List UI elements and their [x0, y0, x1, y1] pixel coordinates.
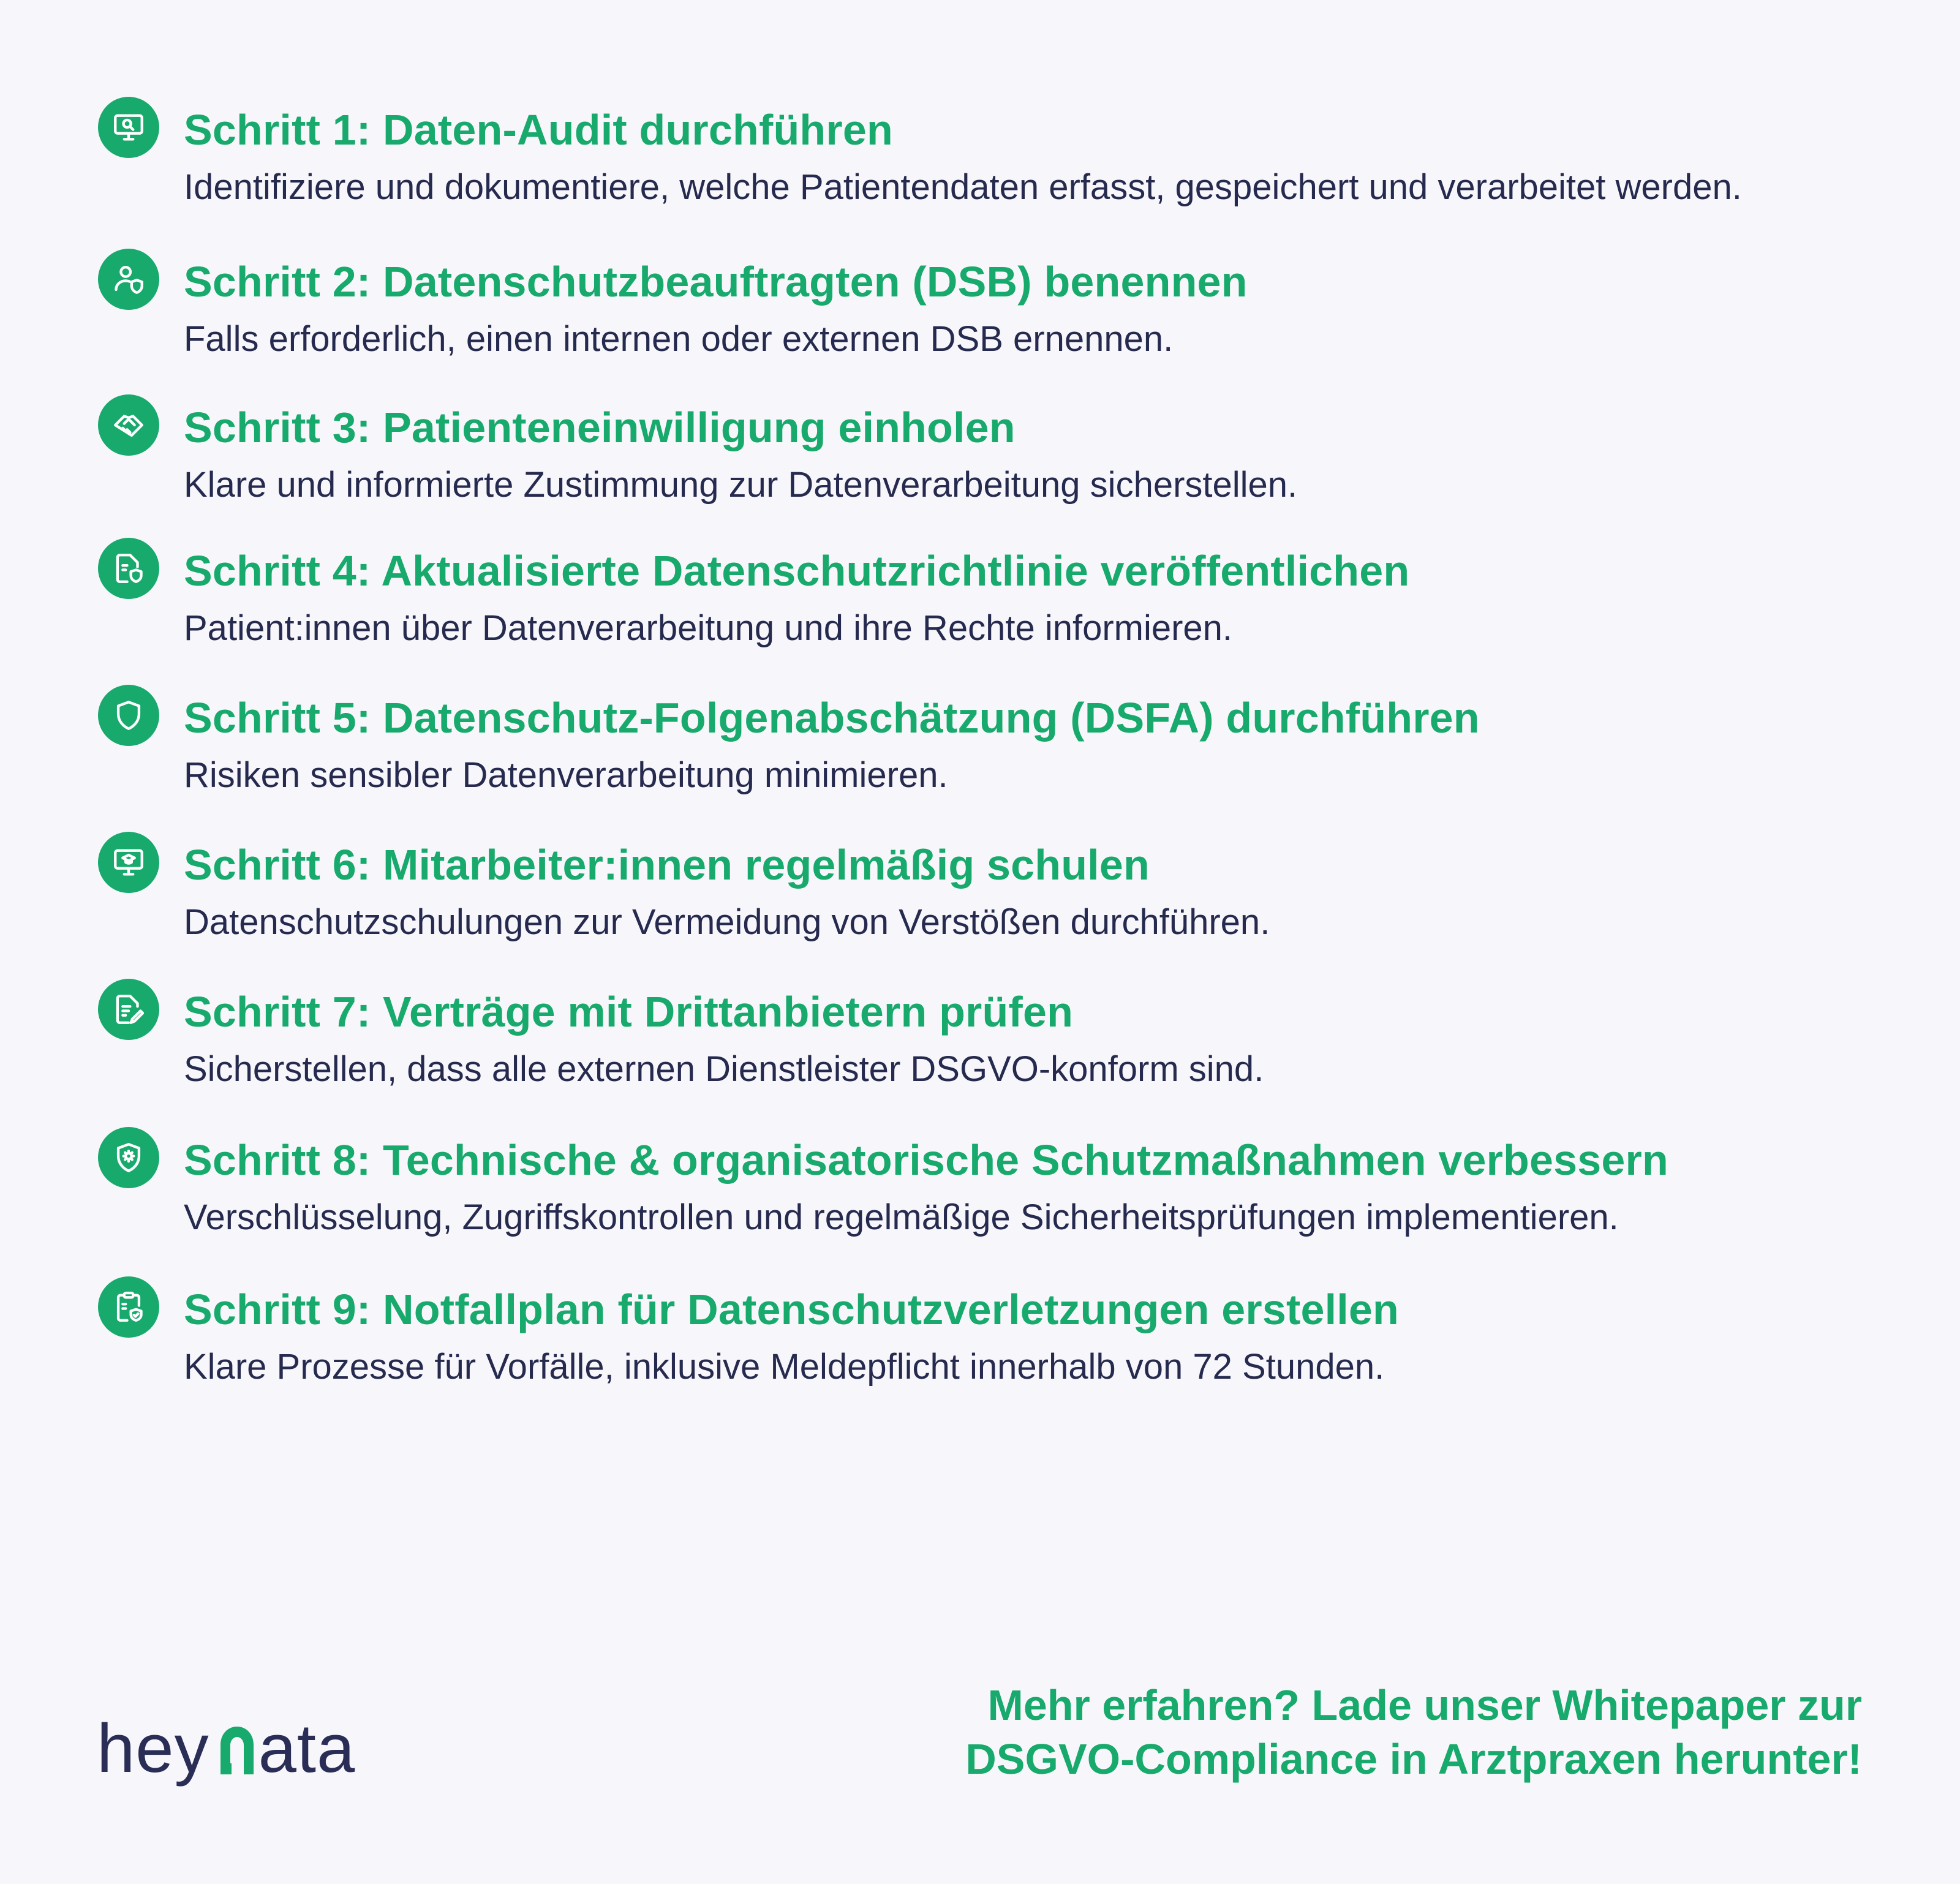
step-title: Schritt 5: Datenschutz-Folgenabschätzung (DSFA) durchführen	[184, 694, 1480, 742]
logo-text-ata: ata	[258, 1710, 356, 1787]
step-9	[98, 1273, 1874, 1392]
monitor-search-icon	[98, 97, 159, 158]
user-shield-icon	[98, 249, 159, 310]
step-title: Schritt 1: Daten-Audit durchführen	[184, 106, 893, 154]
heydata-logo[interactable]	[97, 1709, 355, 1788]
step-2	[98, 245, 1874, 364]
clipboard-shield-icon	[98, 1276, 159, 1338]
step-description: Klare Prozesse für Vorfälle, inklusive Meldepflicht innerhalb von 72 Stunden.	[184, 1347, 1385, 1387]
step-4	[98, 534, 1874, 653]
step-title: Schritt 2: Datenschutzbeauftragten (DSB) benennen	[184, 258, 1248, 306]
document-edit-icon	[98, 979, 159, 1040]
step-title: Schritt 7: Verträge mit Drittanbietern prüfen	[184, 988, 1074, 1036]
logo-text-hey: hey	[97, 1710, 209, 1787]
step-description: Patient:innen über Datenverarbeitung und ihre Rechte informieren.	[184, 608, 1233, 648]
step-description: Verschlüsselung, Zugriffskontrollen und regelmäßige Sicherheitsprüfungen implementieren.	[184, 1197, 1619, 1237]
cta-line-2: DSGVO-Compliance in Arztpraxen herunter!	[965, 1735, 1862, 1783]
logo-d-mark-icon	[217, 1713, 257, 1765]
document-shield-icon	[98, 538, 159, 599]
step-8	[98, 1123, 1874, 1242]
step-1	[98, 93, 1874, 212]
step-7	[98, 975, 1874, 1094]
step-title: Schritt 3: Patienteneinwilligung einholen	[184, 404, 1016, 451]
step-5	[98, 681, 1874, 800]
step-description: Datenschutzschulungen zur Vermeidung von Verstößen durchführen.	[184, 902, 1270, 942]
step-6	[98, 828, 1874, 947]
step-description: Identifiziere und dokumentiere, welche Patientendaten erfasst, gespeichert und verarbeitet werden.	[184, 167, 1742, 207]
step-title: Schritt 8: Technische & organisatorische Schutzmaßnahmen verbessern	[184, 1136, 1668, 1184]
step-title: Schritt 9: Notfallplan für Datenschutzverletzungen erstellen	[184, 1286, 1399, 1333]
step-description: Falls erforderlich, einen internen oder externen DSB ernennen.	[184, 319, 1174, 359]
shield-gear-icon	[98, 1127, 159, 1188]
step-description: Klare und informierte Zustimmung zur Datenverarbeitung sicherstellen.	[184, 465, 1298, 505]
step-title: Schritt 4: Aktualisierte Datenschutzrichtlinie veröffentlichen	[184, 547, 1410, 595]
shield-icon	[98, 685, 159, 746]
whitepaper-cta[interactable]	[821, 1678, 1862, 1786]
handshake-icon	[98, 394, 159, 456]
step-3	[98, 391, 1874, 510]
step-description: Risiken sensibler Datenverarbeitung minimieren.	[184, 755, 948, 795]
monitor-graduation-icon	[98, 832, 159, 893]
step-title: Schritt 6: Mitarbeiter:innen regelmäßig schulen	[184, 841, 1150, 889]
step-description: Sicherstellen, dass alle externen Dienstleister DSGVO-konform sind.	[184, 1049, 1264, 1089]
steps-list	[98, 93, 1874, 1392]
cta-line-1: Mehr erfahren? Lade unser Whitepaper zur	[987, 1681, 1862, 1729]
